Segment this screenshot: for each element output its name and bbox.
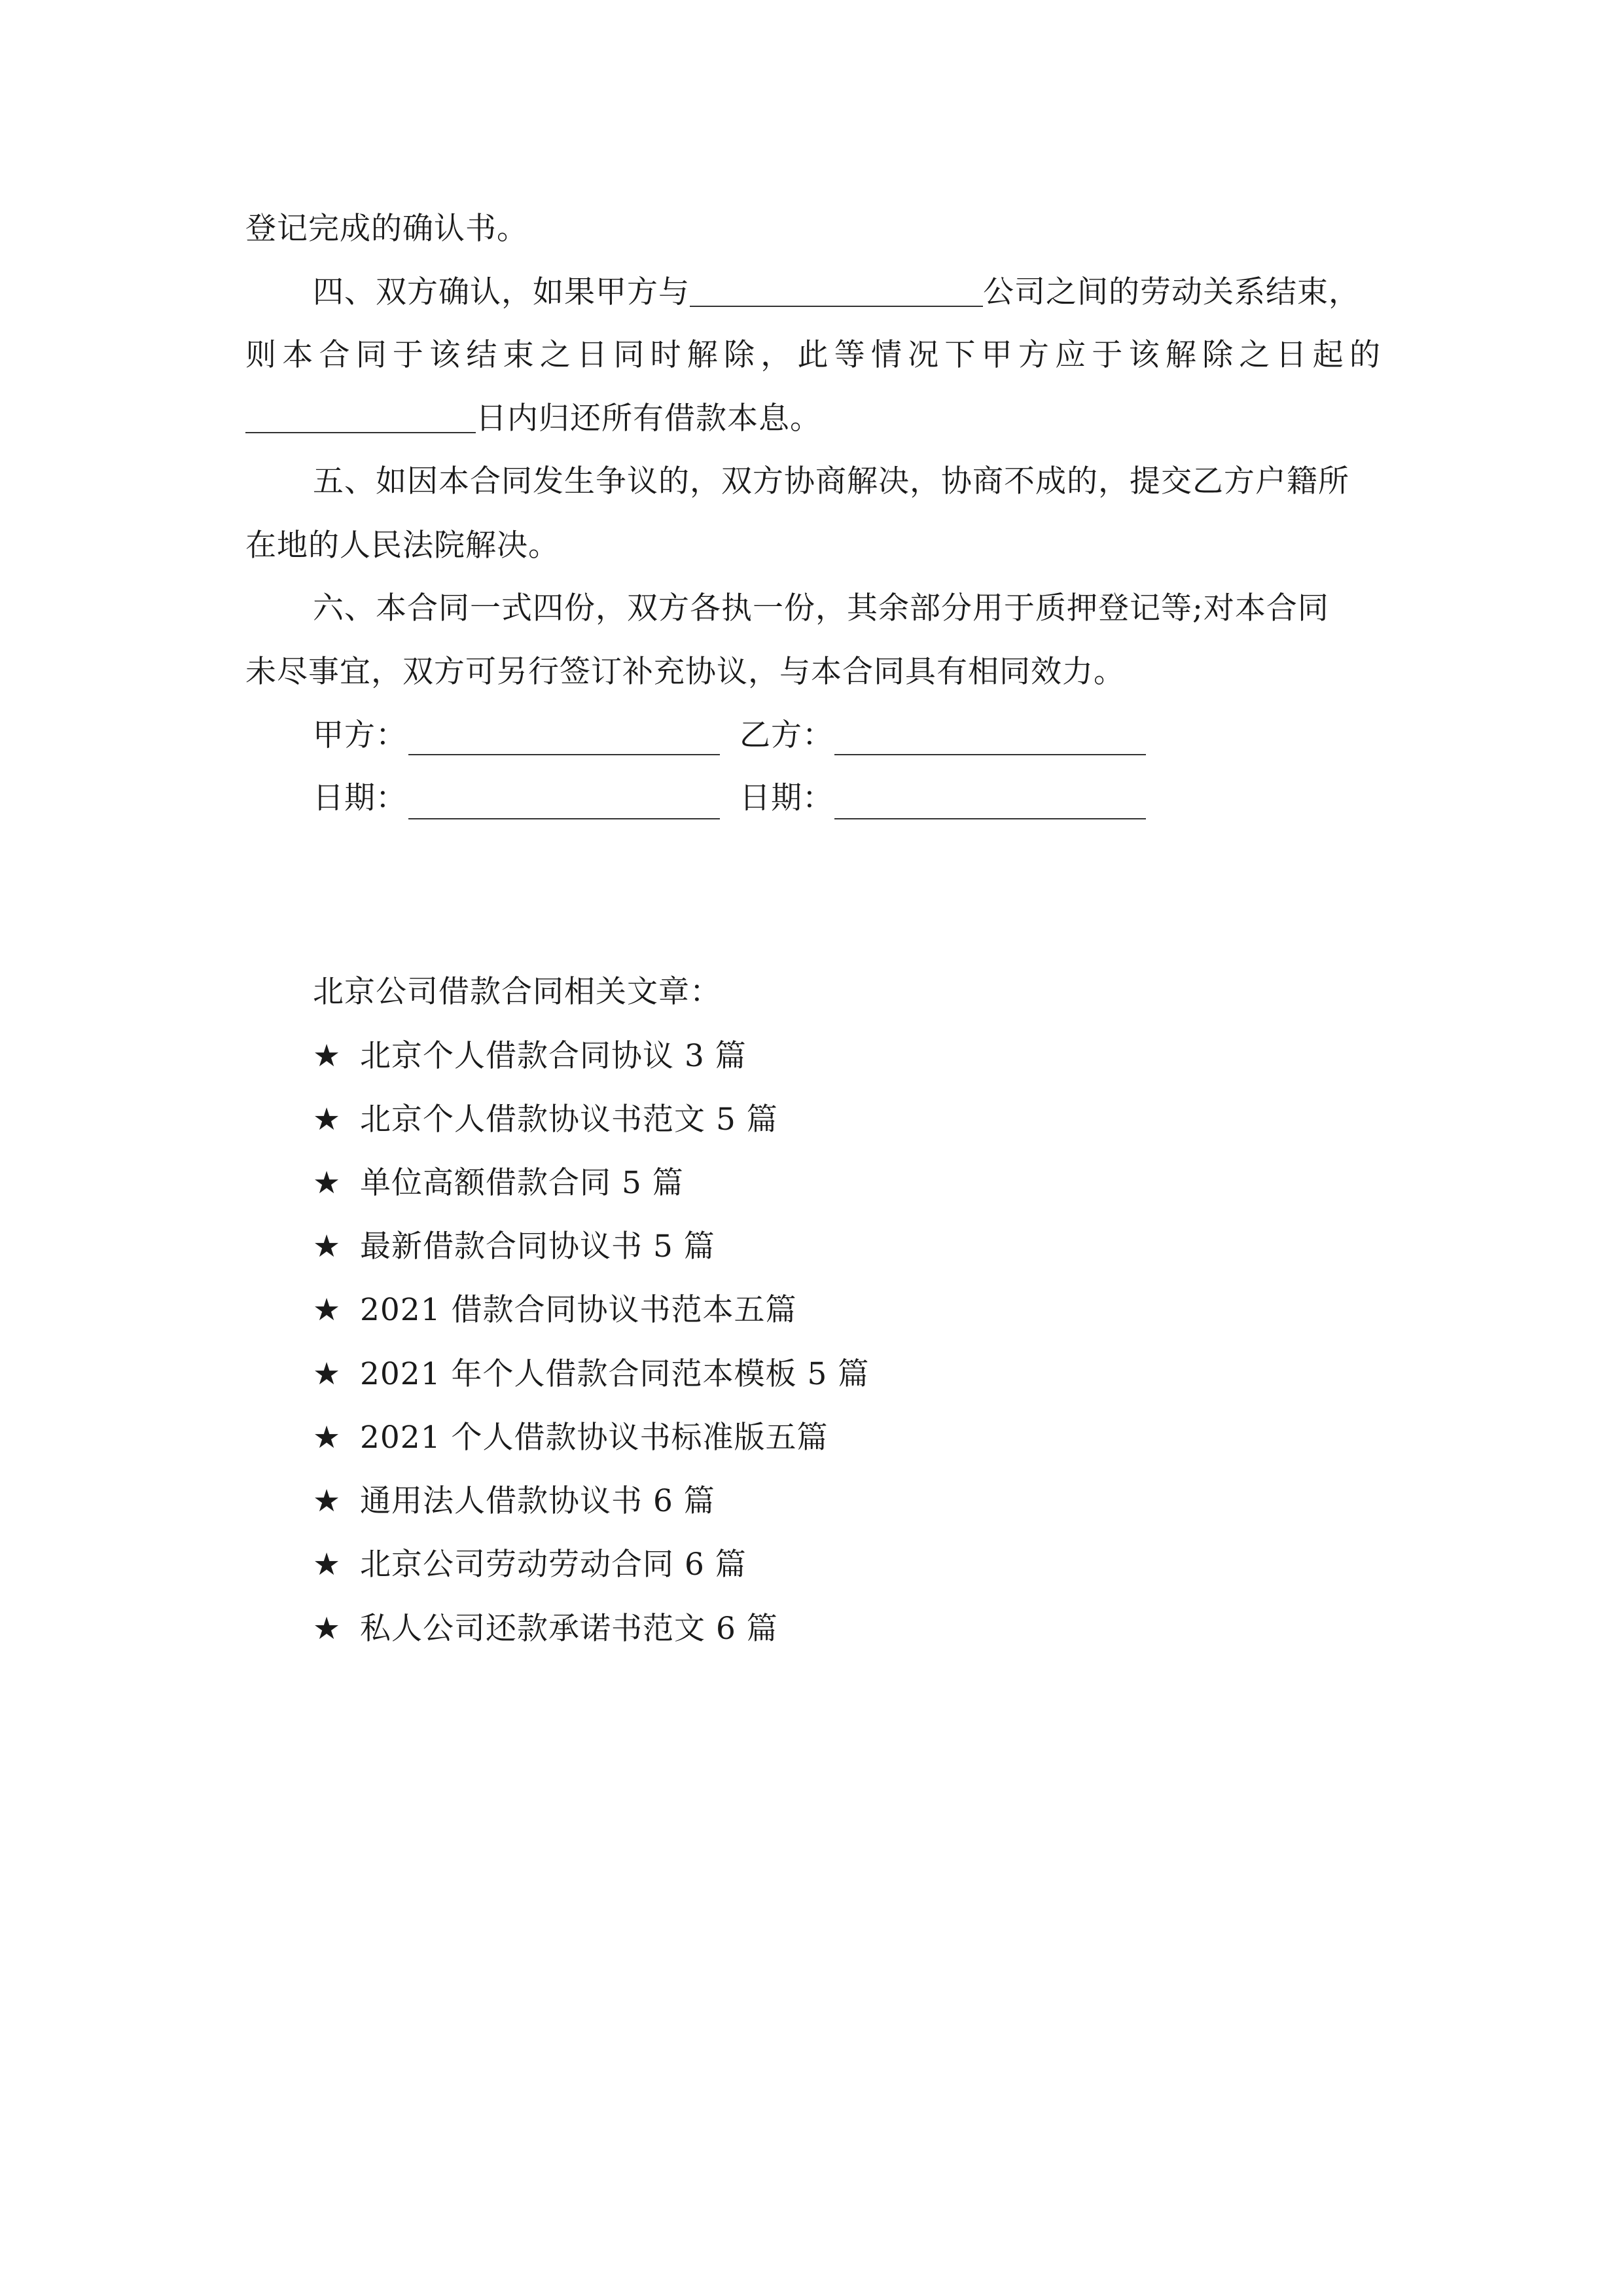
related-item-label[interactable]: 单位高额借款合同 5 篇 — [360, 1165, 684, 1201]
related-item-label[interactable]: 最新借款合同协议书 5 篇 — [360, 1229, 715, 1265]
star-icon: ★ — [313, 1038, 342, 1074]
date-b-label: 日期： — [740, 780, 834, 816]
related-item-label[interactable]: 北京个人借款协议书范文 5 篇 — [360, 1102, 778, 1138]
related-item[interactable] — [313, 1291, 797, 1330]
clause-4-text-c: 日内归还所有借款本息。 — [476, 401, 821, 437]
related-item-label[interactable]: 2021 个人借款协议书标准版五篇 — [360, 1420, 829, 1456]
clause-4-line-1 — [313, 273, 1360, 312]
clause-5-line-1: 五、如因本合同发生争议的，双方协商解决，协商不成的，提交乙方户籍所 — [313, 463, 1349, 499]
clause-3-tail: 登记完成的确认书。 — [245, 211, 528, 247]
company-name-blank[interactable] — [690, 276, 983, 307]
related-item-label[interactable]: 北京公司劳动劳动合同 6 篇 — [360, 1547, 747, 1583]
party-a-signature-line[interactable] — [408, 753, 720, 755]
related-item-label[interactable]: 2021 年个人借款合同范本模板 5 篇 — [360, 1356, 870, 1392]
star-icon: ★ — [313, 1420, 342, 1456]
date-b-line[interactable] — [834, 817, 1146, 819]
related-item[interactable] — [313, 1227, 715, 1266]
clause-4-line-3 — [245, 399, 821, 439]
related-item[interactable] — [313, 1609, 778, 1649]
star-icon: ★ — [313, 1165, 342, 1201]
star-icon: ★ — [313, 1547, 342, 1583]
date-a-label: 日期： — [313, 780, 407, 816]
related-item[interactable] — [313, 1482, 715, 1521]
related-item-label[interactable]: 2021 借款合同协议书范本五篇 — [360, 1292, 797, 1328]
star-icon: ★ — [313, 1292, 342, 1328]
clause-6-line-1: 六、本合同一式四份，双方各执一份，其余部分用于质押登记等;对本合同 — [313, 590, 1329, 626]
date-a-line[interactable] — [408, 817, 720, 819]
related-item[interactable] — [313, 1100, 778, 1139]
star-icon: ★ — [313, 1229, 342, 1265]
clause-4-text-b: 公司之间的劳动关系结束， — [983, 274, 1360, 310]
related-item-label[interactable]: 通用法人借款协议书 6 篇 — [360, 1483, 715, 1519]
related-item[interactable] — [313, 1545, 747, 1585]
star-icon: ★ — [313, 1483, 342, 1519]
days-blank[interactable] — [245, 402, 476, 433]
star-icon: ★ — [313, 1611, 342, 1647]
party-b-label: 乙方： — [740, 717, 834, 753]
clause-4-line-2: 则本合同于该结束之日同时解除，此等情况下甲方应于该解除之日起的 — [245, 337, 1381, 373]
party-b-signature-line[interactable] — [834, 753, 1146, 755]
related-item-label[interactable]: 北京个人借款合同协议 3 篇 — [360, 1038, 747, 1074]
related-item[interactable] — [313, 1355, 869, 1394]
star-icon: ★ — [313, 1356, 342, 1392]
related-item[interactable] — [313, 1164, 684, 1203]
star-icon: ★ — [313, 1102, 342, 1138]
related-item[interactable] — [313, 1037, 747, 1076]
clause-6-line-2: 未尽事宜，双方可另行签订补充协议，与本合同具有相同效力。 — [245, 654, 1125, 690]
related-item[interactable] — [313, 1418, 829, 1458]
clause-4-text-a: 四、双方确认，如果甲方与 — [313, 274, 690, 310]
clause-5-line-2: 在地的人民法院解决。 — [245, 528, 560, 564]
related-item-label[interactable]: 私人公司还款承诺书范文 6 篇 — [360, 1611, 778, 1647]
related-heading: 北京公司借款合同相关文章： — [313, 974, 721, 1010]
party-a-label: 甲方： — [313, 717, 407, 753]
